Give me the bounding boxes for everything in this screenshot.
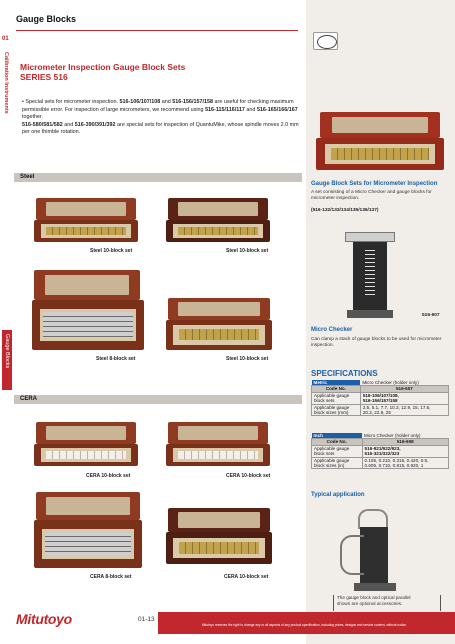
case-lid <box>168 298 270 320</box>
side-label-calibration <box>3 52 11 142</box>
heading-line2: SERIES 516 <box>20 72 68 82</box>
row-label: Applicable gauge <box>314 445 350 451</box>
intro-code: 516-165/166/167 <box>256 106 298 113</box>
note-line-1: The gauge block and optical parallel <box>337 595 411 600</box>
heading-line1: Micrometer Inspection Gauge Block Sets <box>20 62 186 72</box>
row-value: 516-321/322/323 <box>364 451 400 457</box>
caption-steel-10-c: Steel 10-block set <box>226 356 269 362</box>
specifications-title: SPECIFICATIONS <box>311 369 378 378</box>
case-lid <box>168 508 270 532</box>
row-value: 2.5, 5.1, 7.7, 10.3, 12.9, 15, 17.6, <box>362 404 431 410</box>
mitutoyo-logo: Mitutoyo <box>16 611 72 627</box>
case-base <box>166 444 270 466</box>
intro-text: and <box>244 106 257 113</box>
code-label: Code No. <box>312 386 361 392</box>
micro-checker-text: Can clamp a stack of gauge blocks to be used for micrometer inspection. <box>311 337 442 349</box>
row-value: 516-156/157/158 <box>362 398 398 404</box>
product-photo-steel-10-c <box>166 298 272 356</box>
checker-foot <box>347 310 393 318</box>
row-value: 20.2, 22.8, 25 <box>362 410 391 416</box>
intro-text: and <box>62 121 75 128</box>
table-row <box>312 457 449 469</box>
spec-tag-metric: Metric <box>312 380 361 386</box>
spec-tag-inch: Inch <box>312 433 363 439</box>
intro-code: 516-106/107/108 <box>119 99 161 105</box>
side-label-gauge-blocks <box>2 330 12 390</box>
spec-tag-desc: Micro Checker (holder only) <box>364 433 421 438</box>
section-label-cera: CERA <box>20 396 38 402</box>
row-label: block sets <box>314 398 335 404</box>
product-photo-cera-8 <box>34 492 142 572</box>
intro-code: 516-390/391/392 <box>74 121 116 128</box>
intro-text: are useful for checking maximum permissible error. For inspection of large micrometers, we recommend using <box>22 99 294 113</box>
spec-table-inch <box>311 433 449 469</box>
footer-disclaimer: Mitutoyo reserves the right to change any or all aspects of any product specification, including prices, designs and service content, without notice. <box>202 623 407 627</box>
case-lid <box>168 198 268 220</box>
product-photo-cera-10-c <box>166 508 272 570</box>
gb-sets-codes: (516-132/133/134/135/136/137) <box>311 208 379 213</box>
page-number: 01-13 <box>138 616 155 623</box>
caption-cera-8: CERA 8-block set <box>90 574 132 580</box>
case-lid <box>34 270 140 300</box>
section-bar-steel <box>14 173 302 182</box>
caption-steel-10-b: Steel 10-block set <box>226 248 269 254</box>
page-title: Gauge Blocks <box>16 14 77 24</box>
row-value: 516-106/107/108, <box>362 392 399 398</box>
caption-steel-8: Steel 8-block set <box>96 356 136 362</box>
intro-code: 516-156/157/158 <box>172 99 214 105</box>
intro-text: are special sets for inspection of QuantuMike, whose spindle moves 2.0 mm per one thimble rotation. <box>22 121 299 136</box>
side-label-calibration-text: Calibration Instruments <box>3 52 9 114</box>
checker-code: 516-607 <box>422 313 440 318</box>
caption-cera-10-b: CERA 10-block set <box>226 473 271 479</box>
side-label-gauge-blocks-text: Gauge Blocks <box>4 334 10 369</box>
checker-clamp <box>345 232 395 242</box>
note-line-2: shown are optional accessories. <box>337 601 403 606</box>
gb-sets-text: A set consisting of a Micro Checker and gauge blocks for micrometer inspection. <box>311 190 432 202</box>
code-label: Code No. <box>312 439 363 445</box>
case-lid <box>36 492 140 520</box>
table-row <box>312 392 449 404</box>
typical-application-title: Typical application <box>311 492 365 498</box>
case-lid <box>36 422 136 444</box>
accessory-note <box>333 595 441 611</box>
application-clamp <box>358 509 388 529</box>
case-base <box>32 300 144 350</box>
section-label-steel: Steel <box>20 174 35 180</box>
application-micrometer <box>340 535 364 575</box>
section-heading <box>20 62 185 82</box>
intro-text: and <box>160 99 173 105</box>
checker-scale <box>365 250 375 298</box>
product-photo-steel-8 <box>32 270 144 354</box>
application-foot <box>354 583 396 591</box>
product-photo-cera-10-b <box>166 422 270 472</box>
chapter-tab-number: 01 <box>2 36 9 42</box>
micro-checker-title: Micro Checker <box>311 327 353 333</box>
spec-table-metric <box>311 380 449 416</box>
row-value: 516-921/922/923, <box>364 445 401 451</box>
case-lid <box>168 422 268 444</box>
caption-cera-10-c: CERA 10-block set <box>224 574 269 580</box>
row-label: Applicable gauge <box>314 404 350 410</box>
caption-steel-10-a: Steel 10-block set <box>90 248 133 254</box>
certification-badge-icon <box>313 32 338 50</box>
row-label: block sizes (in) <box>314 463 345 469</box>
intro-paragraph <box>22 99 302 137</box>
intro-code: 516-115/116/117 <box>205 106 245 113</box>
bullet: • <box>22 99 24 105</box>
application-column <box>360 527 388 583</box>
gb-sets-title: Gauge Block Sets for Micrometer Inspection <box>311 181 438 187</box>
table-row <box>312 404 449 416</box>
product-photo-steel-10-a <box>34 198 138 248</box>
case-base <box>34 220 138 242</box>
micro-checker-illustration <box>345 232 395 318</box>
table-row <box>312 445 449 457</box>
code-value: 516-607 <box>360 386 448 392</box>
case-base <box>34 520 142 568</box>
typical-application-illustration <box>340 509 410 593</box>
row-value: 0.605, 0.710, 0.815, 0.920, 1 <box>364 463 424 469</box>
intro-text: Special sets for micrometer inspection. <box>23 99 120 105</box>
case-base <box>166 220 270 242</box>
section-bar-cera <box>14 395 302 404</box>
product-photo-cera-10-a <box>34 422 138 472</box>
row-value: 0.105, 0.210, 0.315, 0.420, 0.5, <box>364 457 429 463</box>
case-lid <box>36 198 136 220</box>
case-base <box>316 138 444 170</box>
product-photo-inspection-set <box>316 112 444 176</box>
case-base <box>166 320 272 350</box>
header-rule <box>16 30 298 31</box>
case-lid <box>320 112 440 138</box>
caption-cera-10-a: CERA 10-block set <box>86 473 131 479</box>
product-photo-steel-10-b <box>166 198 270 248</box>
row-label: block sets <box>314 451 335 457</box>
spec-tag-desc: Micro Checker (holder only) <box>362 380 419 385</box>
row-label: Applicable gauge <box>314 457 350 463</box>
case-base <box>34 444 138 466</box>
code-value: 516-608 <box>362 439 448 445</box>
row-label: Applicable gauge <box>314 392 350 398</box>
intro-code: 516-580/581/582 <box>22 121 63 128</box>
row-label: block sizes (mm) <box>314 410 349 416</box>
footer-bar <box>158 612 455 634</box>
intro-text: together. <box>22 114 43 121</box>
case-base <box>166 532 272 564</box>
